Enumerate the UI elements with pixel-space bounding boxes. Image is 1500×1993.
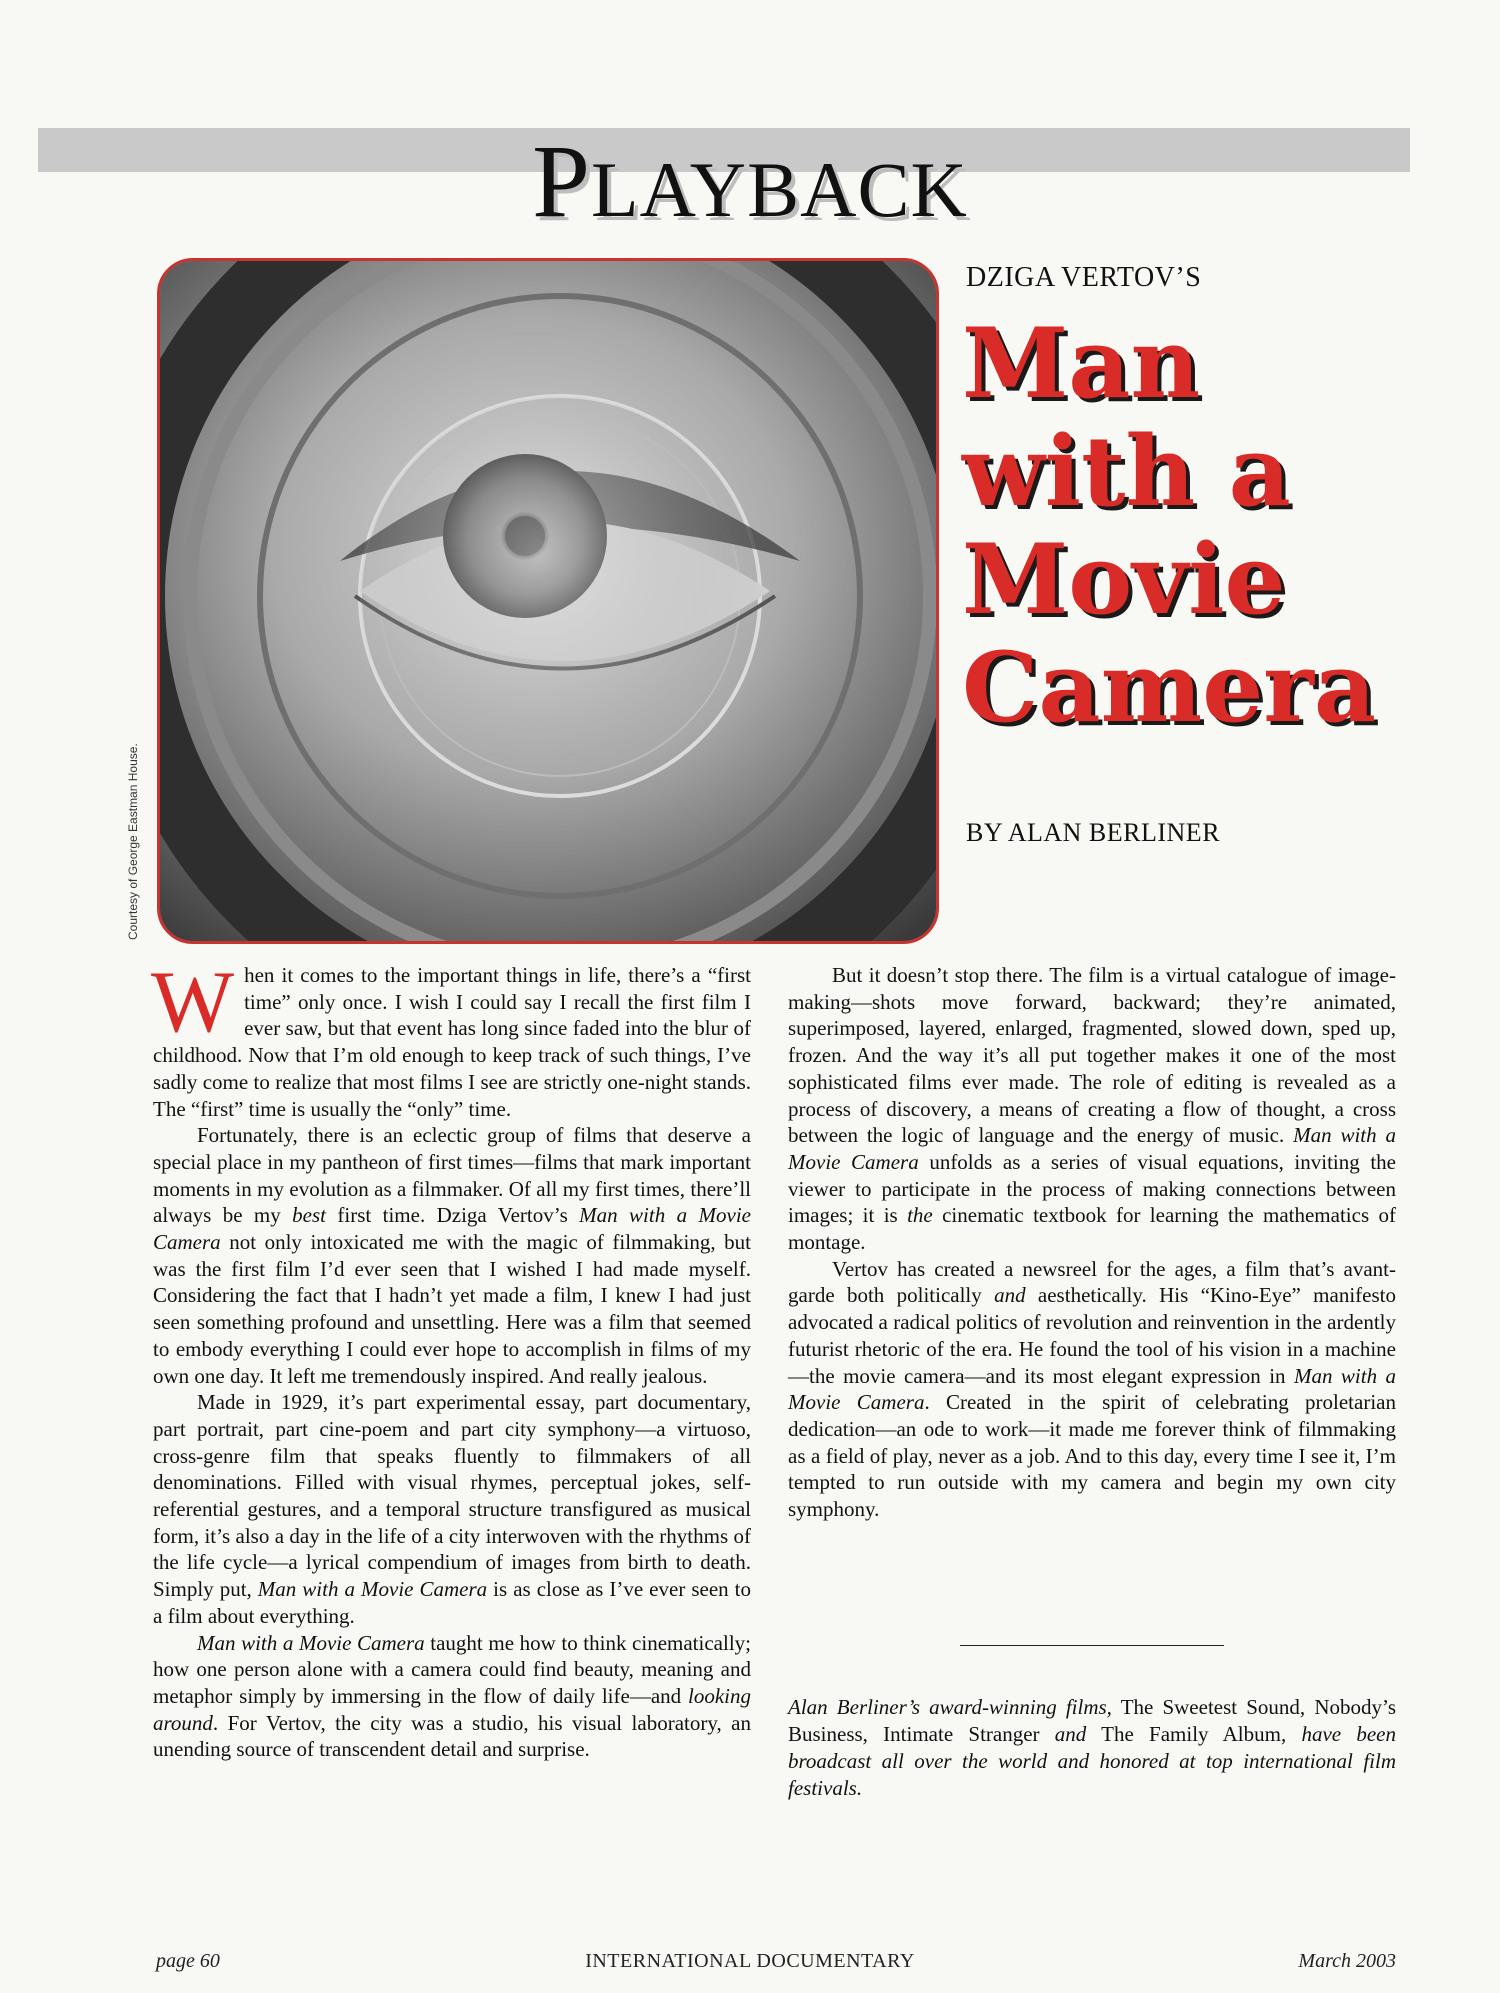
kicker: DZIGA VERTOV’S: [966, 262, 1202, 293]
paragraph: But it doesn’t stop there. The film is a virtual catalogue of image-making—shots move forward, backward; they’re animated, superimposed, layered, enlarged, fragmented, slowed down, sped up, frozen. And the way it’s all put together makes it one of the most sophisticated films ever made. The role of editing is revealed as a process of discovery, a means of creating a flow of thought, a cross between the logic of language and the energy of music. Man with a Movie Camera unfolds as a series of visual equations, inviting the viewer to participate in the process of making connections between images; it is the cinematic textbook for learning the mathematics of montage.: [788, 963, 1397, 1255]
footer-page-number: page 60: [156, 1950, 220, 1972]
headline-line: Movie: [962, 523, 1286, 636]
byline: BY ALAN BERLINER: [966, 818, 1221, 847]
author-bio: Alan Berliner’s award-winning films, The Sweetest Sound, Nobody’s Business, Intimate Stranger and The Family Album, have been broadcast all over the world and honored at top international film festivals.: [788, 1695, 1396, 1800]
headline-line: with a: [962, 415, 1291, 528]
body-column-left: [151, 954, 751, 1763]
drop-cap: W: [151, 954, 235, 1051]
section-title: [0, 124, 1500, 239]
body-column-right: [788, 962, 1396, 1523]
footer-publication: INTERNATIONAL DOCUMENTARY: [585, 1950, 915, 1972]
lens-eye-image: [160, 261, 936, 941]
paragraph: Made in 1929, it’s part experimental essay, part documentary, part portrait, part cine-poem and part city symphony—a virtuoso, cross-genre film that speaks fluently to filmmakers of all denominations. Filled with visual rhymes, perceptual jokes, self-referential gestures, and a temporal structure transfigured as musical form, it’s also a day in the life of a city interwoven with the rhythms of the life cycle—a lyrical compendium of images from birth to death. Simply put, Man with a Movie Camera is as close as I’ve ever seen to a film about everything.: [153, 1390, 751, 1628]
paragraph: Vertov has created a newsreel for the ages, a film that’s avant-garde both politically and aesthetically. His “Kino-Eye” manifesto advocated a radical politics of revolution and reinvention in the ardently futurist rhetoric of the era. He found the tool of his vision in a machine—the movie camera—and its most elegant expression in Man with a Movie Camera. Created in the spirit of celebrating proletarian dedication—an ode to work—it made me forever think of filmmaking as a field of play, never as a job. And to this day, every time I see it, I’m tempted to run outside with my camera and begin my own city symphony.: [788, 1256, 1396, 1522]
headline-line: Camera: [962, 631, 1377, 744]
paragraph: When it comes to the important things in life, there’s a “first time” only once. I wish I could say I recall the first film I ever saw, but that event has long since faded into the blur of childhood. Now that I’m old enough to keep track of such things, I’ve sadly come to realize that most films I see are strictly one-night stands. The “first” time is usually the “only” time.: [151, 954, 751, 1121]
paragraph: Man with a Movie Camera taught me how to think cinematically; how one person alone with a camera could find beauty, meaning and metaphor simply by immersing in the flow of daily life—and looking around. For Vertov, the city was a studio, his visual laboratory, an unending source of transcendent detail and surprise.: [153, 1630, 751, 1762]
section-title-initial: P: [532, 124, 591, 239]
photo-credit: Courtesy of George Eastman House.: [126, 743, 140, 940]
divider-rule: [960, 1645, 1224, 1646]
headline-line: Man: [962, 307, 1201, 420]
headline: [962, 307, 1482, 744]
section-title-rest: LAYBACK: [590, 146, 968, 233]
paragraph: Fortunately, there is an eclectic group of films that deserve a special place in my pantheon of first times—films that mark important moments in my evolution as a filmmaker. Of all my first times, there’ll always be my best first time. Dziga Vertov’s Man with a Movie Camera not only intoxicated me with the magic of filmmaking, but was the first film I’d ever seen that I wished I had made myself. Considering the fact that I hadn’t yet made a film, I knew I had just seen something profound and unsettling. Here was a film that seemed to embody everything I could ever hope to accomplish in films of my own one day. It left me tremendously inspired. And really jealous.: [153, 1123, 751, 1388]
lens-eye-photo: [157, 258, 939, 944]
footer-date: March 2003: [1298, 1950, 1396, 1972]
